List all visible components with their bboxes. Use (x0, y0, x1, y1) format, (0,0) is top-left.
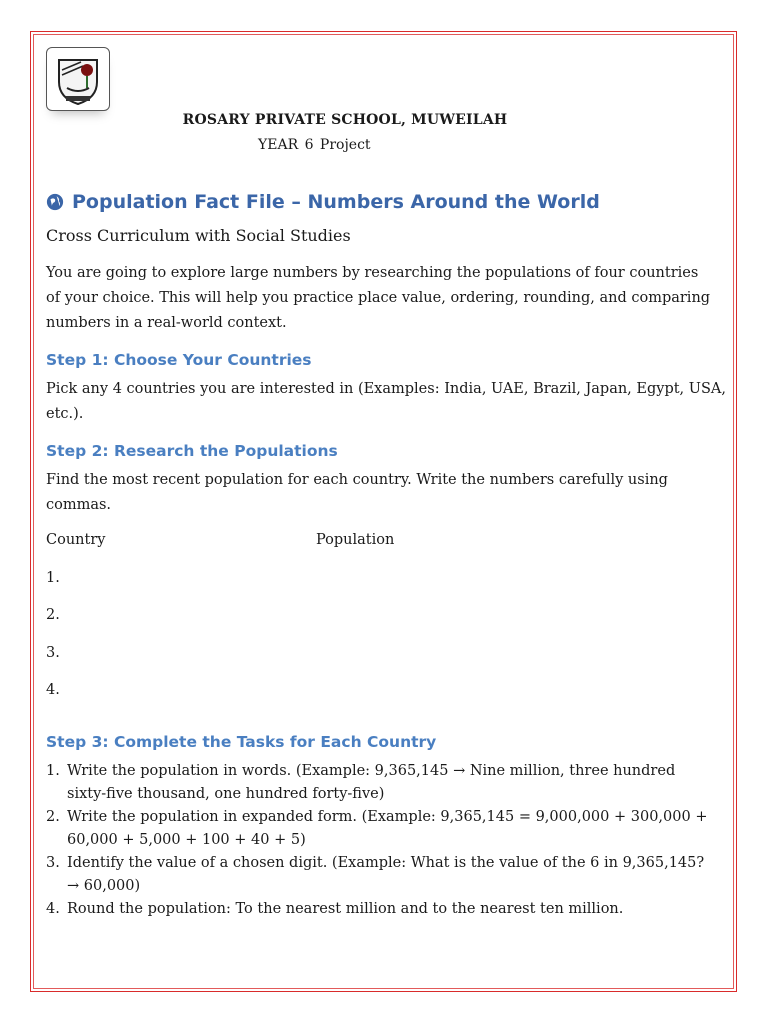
step2-line: Find the most recent population for each country. Write the numbers carefully using (46, 472, 668, 488)
task-item (46, 898, 726, 921)
column-country: Country (46, 532, 106, 548)
task-text (67, 898, 623, 921)
task-item (46, 806, 726, 852)
school-name: ROSARY PRIVATE SCHOOL, MUWEILAH (182, 112, 508, 128)
intro-line: numbers in a real-world context. (46, 315, 287, 331)
task-text (67, 852, 704, 898)
intro-line: of your choice. This will help you practice place value, ordering, rounding, and comparing (46, 290, 711, 306)
task-text (67, 806, 707, 852)
task-number: 3. (46, 855, 60, 871)
page-title-text: Population Fact File – Numbers Around the World (72, 191, 600, 213)
page-title (46, 191, 600, 213)
task-number: 1. (46, 763, 60, 779)
country-row: 3. (46, 645, 60, 661)
step1-line: etc.). (46, 406, 84, 422)
task-item (46, 852, 726, 898)
intro-line: You are going to explore large numbers by researching the populations of four countries (46, 265, 699, 281)
step2-line: commas. (46, 497, 112, 513)
step2-heading: Step 2: Research the Populations (46, 442, 338, 460)
intro-paragraph (46, 261, 726, 336)
task-list (46, 760, 726, 921)
task-line: Identify the value of a chosen digit. (Example: What is the value of the 6 in 9,365,145? (67, 855, 705, 871)
country-row: 4. (46, 682, 60, 698)
task-line: Write the population in words. (Example: 9,365,145 → Nine million, three hundred (67, 763, 676, 779)
globe-icon (46, 193, 64, 211)
step1-heading: Step 1: Choose Your Countries (46, 351, 312, 369)
task-line: 60,000 + 5,000 + 100 + 40 + 5) (67, 832, 306, 848)
task-line: → 60,000) (67, 878, 141, 894)
task-line: Write the population in expanded form. (Example: 9,365,145 = 9,000,000 + 300,000 + (67, 809, 708, 825)
column-population: Population (316, 532, 395, 548)
step2-paragraph (46, 468, 726, 518)
task-number: 2. (46, 809, 60, 825)
country-row: 2. (46, 607, 60, 623)
step1-line: Pick any 4 countries you are interested in (Examples: India, UAE, Brazil, Japan, Egypt, USA, (46, 381, 727, 397)
subtitle: Cross Curriculum with Social Studies (46, 226, 351, 245)
task-text (67, 760, 675, 806)
country-row: 1. (46, 570, 60, 586)
school-crest-icon (46, 47, 110, 111)
task-line: sixty-five thousand, one hundred forty-five) (67, 786, 385, 802)
project-year: YEAR 6 Project (258, 137, 371, 153)
task-number: 4. (46, 901, 60, 917)
step1-paragraph (46, 377, 726, 427)
task-line: Round the population: To the nearest million and to the nearest ten million. (67, 901, 624, 917)
step3-heading: Step 3: Complete the Tasks for Each Country (46, 733, 437, 751)
task-item (46, 760, 726, 806)
